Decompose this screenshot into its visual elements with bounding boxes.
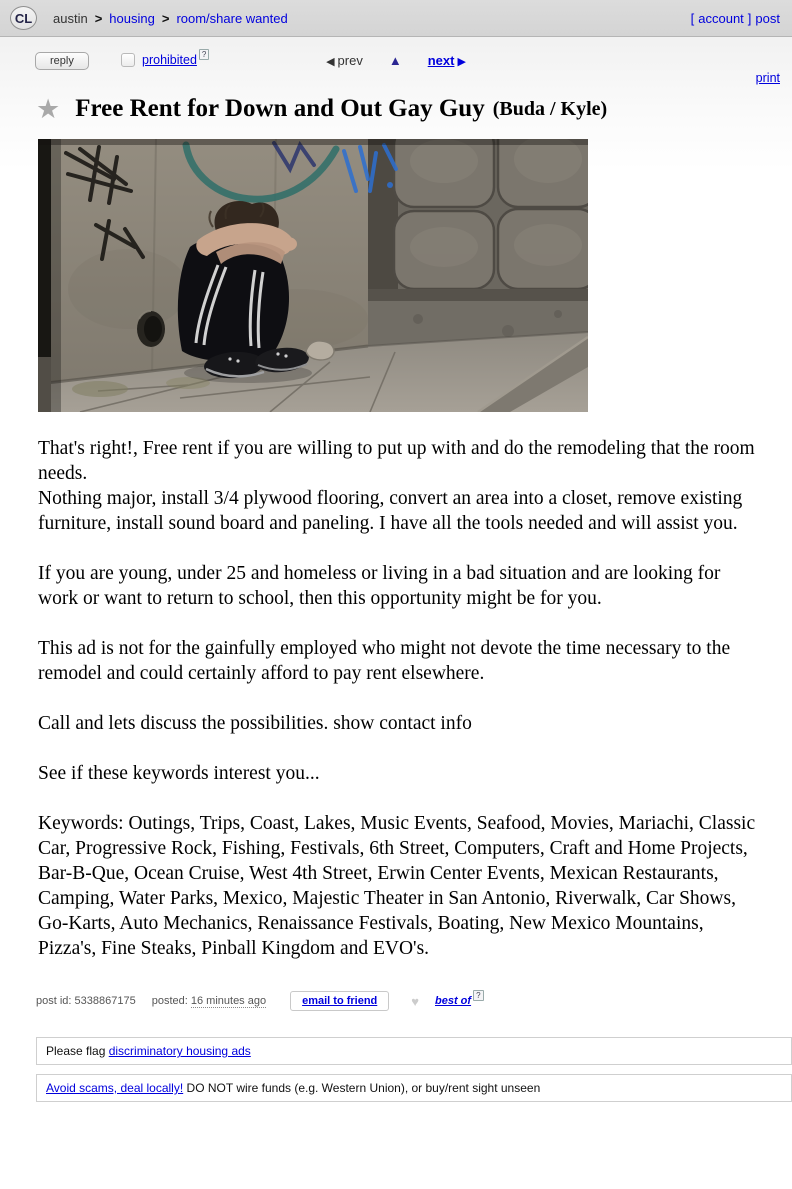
post-link[interactable]: post — [755, 10, 780, 26]
posted-label: posted: — [151, 995, 188, 1007]
prohibited-group — [121, 49, 209, 67]
breadcrumb-separator: > — [161, 10, 170, 26]
breadcrumb-city[interactable]: austin — [53, 10, 88, 26]
best-of-link[interactable]: best of — [435, 995, 472, 1007]
heart-icon[interactable]: ♥ — [411, 993, 419, 1009]
craigslist-logo[interactable]: CL — [10, 6, 37, 30]
top-right-links — [691, 11, 780, 26]
avoid-scams-link[interactable]: Avoid scams, deal locally! — [46, 1081, 184, 1095]
prev-arrow-icon: ◀ — [326, 56, 335, 68]
flag-housing-notice — [36, 1037, 792, 1065]
show-contact-info-link[interactable]: show contact info — [333, 713, 472, 734]
back-to-list-arrow-icon[interactable]: ▲ — [388, 53, 402, 68]
post-photo — [38, 139, 588, 412]
post-photo-illustration — [38, 139, 588, 412]
footer-notices — [0, 1037, 792, 1102]
post-toolbar — [0, 51, 792, 85]
breadcrumb-category-link[interactable]: room/share wanted — [176, 10, 288, 26]
breadcrumb-housing-link[interactable]: housing — [109, 10, 155, 26]
favorite-star-icon[interactable]: ★ — [36, 93, 61, 124]
account-bracket-open: [ — [690, 10, 695, 26]
best-of-group — [435, 991, 484, 1007]
email-to-friend-button[interactable]: email to friend — [290, 991, 389, 1011]
reply-button[interactable]: reply — [35, 52, 89, 70]
prev-button[interactable] — [326, 53, 363, 68]
prohibited-checkbox[interactable] — [121, 53, 135, 67]
avoid-scams-notice — [36, 1074, 792, 1102]
post-title: Free Rent for Down and Out Gay Guy — [75, 95, 485, 122]
body-text: Nothing major, install 3/4 plywood flooring, convert an area into a closet, remove existing furniture, install sound board and paneling. I have all the tools needed and will assist you. — [38, 488, 743, 534]
body-paragraph — [38, 436, 762, 536]
body-text: That's right!, Free rent if you are willing to put up with and do the remodeling that the room needs. — [38, 438, 755, 484]
next-label: next — [427, 53, 455, 68]
help-icon[interactable]: ? — [473, 990, 483, 1001]
prohibited-link[interactable]: prohibited — [142, 53, 197, 67]
body-paragraph — [38, 711, 762, 736]
scams-notice-text: DO NOT wire funds (e.g. Western Union), or buy/rent sight unseen — [186, 1081, 541, 1095]
keywords-intro: See if these keywords interest you... — [38, 763, 320, 784]
account-bracket-close: ] — [747, 10, 752, 26]
keywords-paragraph: Keywords: Outings, Trips, Coast, Lakes, Music Events, Seafood, Movies, Mariachi, Classic Car, Progressive Rock, Fishing, Festivals, 6th Street, Computers, Craft and Home Projects, Bar-B-Que, Ocean Cruise, West 4th Street, Erwin Center Events, Mexican Restaurants, Camping, Water Parks, Mexico, Majestic Theater in San Antonio, Riverwalk, Car Shows, Go-Karts, Auto Mechanics, Renaissance Festivals, Boating, New Mexico Mountains, Pizza's, Fine Steaks, Pinball Kingdom and EVO's. — [38, 813, 756, 959]
breadcrumb — [53, 11, 288, 26]
posted-time — [152, 995, 266, 1007]
next-button[interactable] — [428, 53, 466, 68]
next-arrow-icon: ▶ — [457, 56, 466, 68]
body-paragraph: If you are young, under 25 and homeless or living in a bad situation and are looking for work or want to return to school, then this opportunity might be for you. — [38, 563, 721, 609]
prev-next-pager — [326, 53, 466, 68]
contact-sentence: Call and lets discuss the possibilities. — [38, 713, 329, 734]
post-id-value: 5338867175 — [74, 995, 136, 1007]
print-link[interactable]: print — [755, 71, 780, 85]
prev-label: prev — [337, 53, 363, 68]
posted-time-link[interactable]: 16 minutes ago — [190, 995, 267, 1007]
help-icon[interactable]: ? — [199, 49, 209, 60]
breadcrumb-separator: > — [94, 10, 103, 26]
post-location: (Buda / Kyle) — [492, 97, 608, 120]
discriminatory-housing-ads-link[interactable]: discriminatory housing ads — [108, 1044, 251, 1058]
body-paragraph: This ad is not for the gainfully employed who might not devote the time necessary to the remodel and could certainly afford to pay rent elsewhere. — [38, 638, 731, 684]
title-row — [36, 95, 792, 123]
flag-notice-text: Please flag — [46, 1044, 106, 1058]
post-id — [36, 995, 136, 1007]
posting-body — [38, 436, 762, 961]
top-bar — [0, 0, 792, 37]
account-link[interactable]: account — [698, 10, 744, 26]
posting-infos — [36, 991, 792, 1011]
post-id-label: post id: — [36, 995, 72, 1007]
